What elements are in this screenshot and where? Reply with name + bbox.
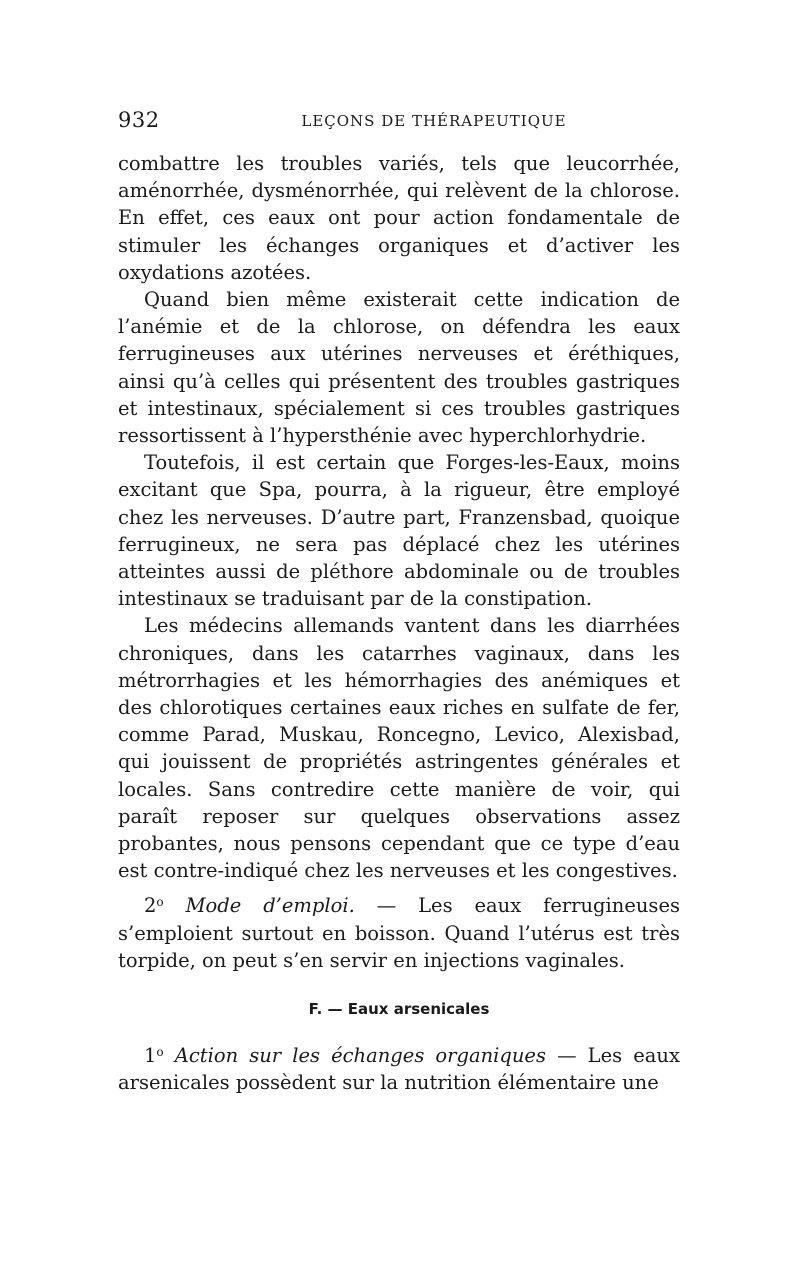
action-text: — Les eaux arsenicales possèdent sur la nutrition élémentaire une — [118, 1044, 680, 1095]
paragraph-mode-emploi — [118, 892, 680, 974]
running-title: LEÇONS DE THÉRAPEUTIQUE — [301, 112, 567, 130]
paragraph-anemie: Quand bien même existerait cette indication de l’anémie et de la chlorose, on défendra les eaux ferrugineuses aux utérines nerveuses et éréthiques, ainsi qu’à celles qui présentent des troubles gastriques et intestinaux, spécialement si ces troubles gastriques ressortissent à l’hypersthénie avec hyperchlorhydrie. — [118, 288, 680, 448]
page-header — [118, 108, 680, 138]
paragraph-toutefois: Toutefois, il est certain que Forges-les-Eaux, moins excitant que Spa, pourra, à la rigueur, être employé chez les nerveuses. D’autre part, Franzensbad, quoique ferrugineux, ne sera pas déplacé chez les utérines atteintes aussi de pléthore abdominale ou de troubles intestinaux se traduisant par de la constipation. — [118, 451, 680, 611]
mode-emploi-title: Mode d’emploi. — [185, 894, 355, 918]
paragraph-action — [118, 1042, 680, 1096]
mode-emploi-sup: o — [156, 895, 164, 910]
section-title: F. — Eaux arsenicales — [308, 1000, 490, 1019]
mode-emploi-text: — Les eaux ferrugineuses s’emploient surtout en boisson. Quand l’utérus est très torpide, on peut s’en servir en injections vaginales. — [118, 894, 680, 972]
paragraph-continuation: combattre les troubles variés, tels que leucorrhée, aménorrhée, dysménorrhée, qui relèvent de la chlorose. En effet, ces eaux ont pour action fondamentale de stimuler les échanges organiques et d’activer les oxydations azotées. — [118, 152, 680, 284]
mode-emploi-number: 2 — [144, 894, 157, 918]
action-sup: o — [156, 1045, 164, 1060]
action-number: 1 — [144, 1044, 157, 1068]
paragraph-medecins-allemands: Les médecins allemands vantent dans les diarrhées chroniques, dans les catarrhes vaginaux, dans les métrorrhagies et les hémorrhagies des anémiques et des chlorotiques certaines eaux riches en sulfate de fer, comme Parad, Muskau, Roncegno, Levico, Alexisbad, qui jouissent de propriétés astringentes générales et locales. Sans contredire cette manière de voir, qui paraît reposer sur quelques observations assez probantes, nous pensons cependant que ce type d’eau est contre-indiqué chez les nerveuses et les congestives. — [118, 614, 680, 883]
action-title: Action sur les échanges organiques — [174, 1044, 546, 1068]
page-body — [118, 150, 680, 1097]
page-number: 932 — [118, 108, 160, 132]
paragraph-gap — [118, 884, 680, 892]
